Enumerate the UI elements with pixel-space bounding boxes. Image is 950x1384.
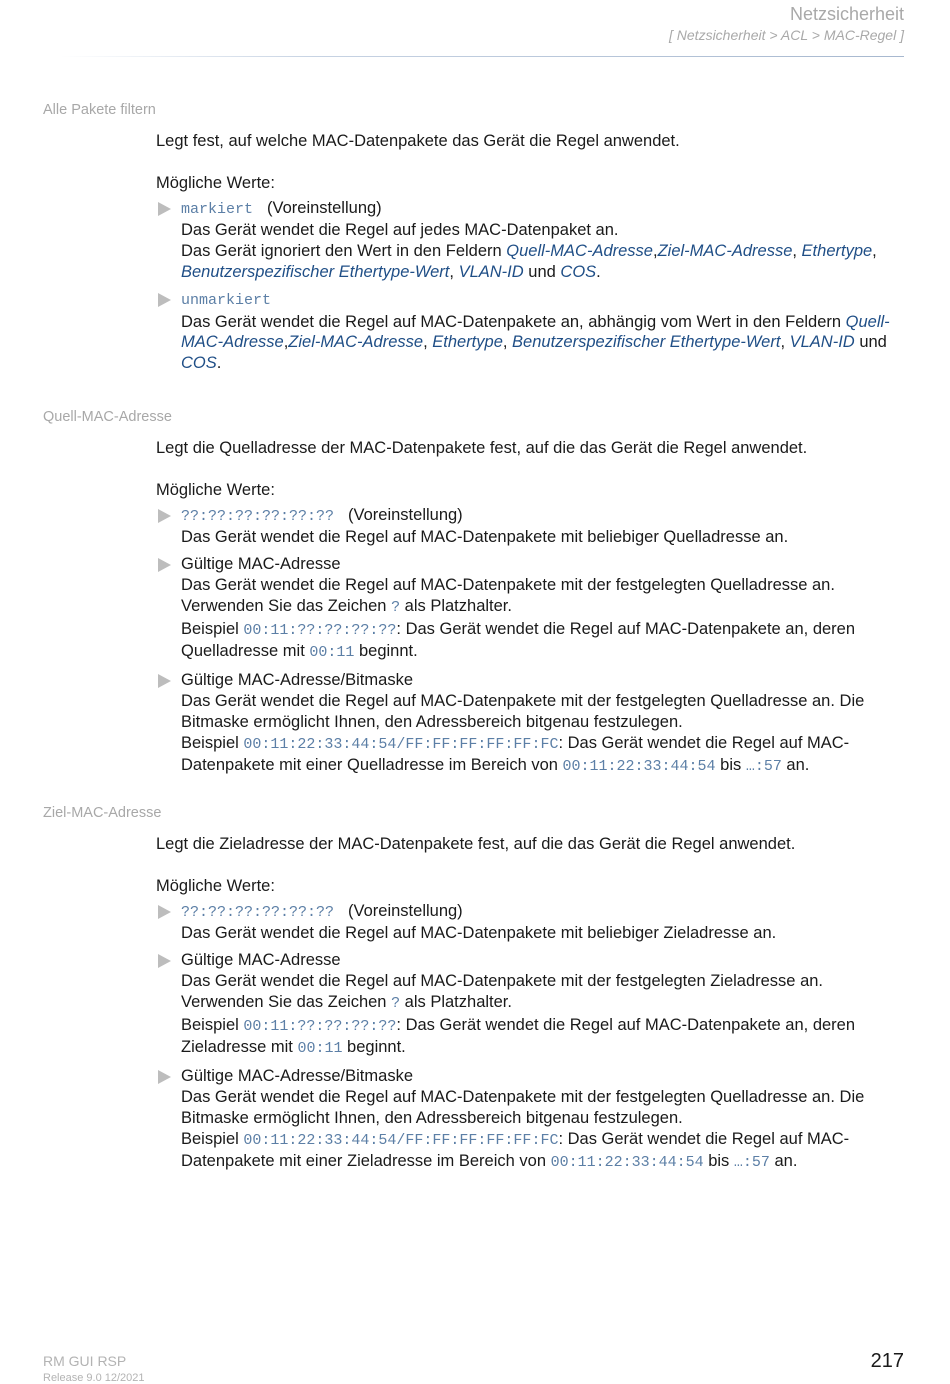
bullet-triangle-icon	[158, 558, 171, 572]
option-item	[156, 901, 906, 945]
example-label: Beispiel	[181, 619, 239, 638]
section-body	[156, 834, 906, 1174]
option-text: Das Gerät wendet die Regel auf MAC-Datenpakete an, abhängig vom Wert in den Feldern	[181, 312, 846, 331]
link-dst-mac[interactable]: Ziel-MAC-Adresse	[288, 333, 424, 352]
bullet-triangle-icon	[158, 674, 171, 688]
default-note: (Voreinstellung)	[348, 505, 463, 524]
footer-release: Release 9.0 12/2021	[43, 1372, 145, 1384]
option-value-code: ??:??:??:??:??:??	[181, 507, 335, 525]
link-src-mac[interactable]: Quell-MAC-Adresse	[506, 242, 653, 261]
section-description: Legt die Quelladresse der MAC-Datenpakete fest, auf die das Gerät die Regel anwendet.	[156, 439, 808, 457]
range-start-code: 00:11:22:33:44:54	[562, 758, 716, 776]
prefix-code: 00:11	[297, 1040, 343, 1058]
example-label: Beispiel	[181, 733, 239, 752]
option-title: Gültige MAC-Adresse/Bitmaske	[181, 671, 413, 690]
option-text: als Platzhalter.	[400, 596, 512, 615]
possible-values-heading: Mögliche Werte:	[156, 876, 275, 895]
option-value-code: unmarkiert	[181, 291, 272, 309]
option-text: beginnt.	[342, 1038, 406, 1057]
section-body	[156, 438, 906, 778]
bullet-triangle-icon	[158, 202, 171, 216]
chapter-title: Netzsicherheit	[789, 4, 904, 24]
example-label: Beispiel	[181, 1015, 239, 1034]
option-text: als Platzhalter.	[400, 992, 512, 1011]
range-end-code: …:57	[733, 1154, 770, 1172]
option-text: : Das Gerät wendet die Regel auf MAC-Datenpakete mit einer Quelladresse im Bereich von	[181, 733, 850, 775]
wildcard-code: ?	[391, 994, 401, 1012]
example-code: 00:11:??:??:??:??	[243, 621, 397, 639]
option-item	[156, 670, 906, 778]
option-text: Das Gerät wendet die Regel auf MAC-Datenpakete mit beliebiger Quelladresse an.	[181, 528, 789, 547]
option-item	[156, 950, 906, 1060]
section-label: Alle Pakete filtern	[43, 102, 156, 118]
default-note: (Voreinstellung)	[267, 198, 382, 217]
option-text: Das Gerät wendet die Regel auf MAC-Datenpakete mit der festgelegten Quelladresse an.	[181, 575, 835, 594]
option-text: Das Gerät wendet die Regel auf MAC-Datenpakete mit der festgelegten Quelladresse an. Die Bitmaske ermöglicht Ihnen, den Adressbereich bitgenau festzulegen.	[181, 1087, 865, 1127]
link-ethertype[interactable]: Ethertype	[801, 242, 873, 261]
prefix-code: 00:11	[309, 644, 355, 662]
option-value-code: ??:??:??:??:??:??	[181, 903, 335, 921]
bullet-triangle-icon	[158, 293, 171, 307]
link-src-mac[interactable]: Quell-MAC-Adresse	[181, 312, 890, 352]
option-title: Gültige MAC-Adresse	[181, 951, 341, 970]
page-number: 217	[870, 1350, 904, 1372]
example-code: 00:11:??:??:??:??	[243, 1017, 397, 1035]
breadcrumb: [ Netzsicherheit > ACL > MAC-Regel ]	[669, 27, 904, 43]
section-label: Quell-MAC-Adresse	[43, 409, 172, 425]
option-title: Gültige MAC-Adresse	[181, 555, 341, 574]
link-custom-ethertype[interactable]: Benutzerspezifischer Ethertype-Wert	[512, 333, 781, 352]
wildcard-code: ?	[391, 598, 401, 616]
example-code: 00:11:22:33:44:54/FF:FF:FF:FF:FF:FC	[243, 1131, 559, 1149]
option-text: Das Gerät wendet die Regel auf MAC-Datenpakete mit der festgelegten Zieladresse an.	[181, 971, 824, 990]
option-text: Das Gerät wendet die Regel auf jedes MAC-Datenpaket an.	[181, 221, 619, 240]
link-cos[interactable]: COS	[560, 262, 597, 281]
header-divider	[60, 56, 904, 57]
option-item	[156, 505, 906, 549]
bullet-triangle-icon	[158, 954, 171, 968]
option-title: Gültige MAC-Adresse/Bitmaske	[181, 1067, 413, 1086]
link-ethertype[interactable]: Ethertype	[432, 333, 503, 352]
option-text: Das Gerät wendet die Regel auf MAC-Datenpakete mit der festgelegten Quelladresse an. Die Bitmaske ermöglicht Ihnen, den Adressbereich bitgenau festzulegen.	[181, 691, 865, 731]
section-description: Legt die Zieladresse der MAC-Datenpakete fest, auf die das Gerät die Regel anwendet.	[156, 835, 796, 853]
conjunction: und	[528, 262, 556, 281]
section-body	[156, 131, 906, 374]
option-text: an.	[769, 1152, 798, 1171]
section-label: Ziel-MAC-Adresse	[43, 805, 162, 821]
option-item: unmarkiert Das Gerät wendet die Regel auf MAC-Datenpakete an, abhängig vom Wert in den Feldern Quell-MAC-Adresse,Ziel-MAC-Adresse, Ethertype, Benutzerspezifischer Ethertype-Wert, VLAN-ID und COS.	[156, 289, 906, 374]
link-vlan-id[interactable]: VLAN-ID	[789, 333, 855, 352]
link-vlan-id[interactable]: VLAN-ID	[458, 262, 524, 281]
bullet-triangle-icon	[158, 1070, 171, 1084]
option-text: : Das Gerät wendet die Regel auf MAC-Datenpakete mit einer Zieladresse im Bereich von	[181, 1129, 850, 1171]
possible-values-heading: Mögliche Werte:	[156, 480, 275, 499]
link-custom-ethertype[interactable]: Benutzerspezifischer Ethertype-Wert	[181, 262, 450, 281]
option-item: markiert (Voreinstellung) Das Gerät wendet die Regel auf jedes MAC-Datenpaket an. Das Gerät ignoriert den Wert in den Feldern Quell-MAC-Adresse,Ziel-MAC-Adresse, Ethertype, Benutzerspezifischer Ethertype-Wert, VLAN-ID und COS.	[156, 198, 906, 283]
default-note: (Voreinstellung)	[348, 901, 463, 920]
section-description: Legt fest, auf welche MAC-Datenpakete das Gerät die Regel anwendet.	[156, 132, 680, 150]
option-item	[156, 554, 906, 664]
footer-document-name: RM GUI RSP	[43, 1353, 127, 1369]
option-text: bis	[715, 756, 746, 775]
option-text: an.	[781, 756, 810, 775]
option-text: : Das Gerät wendet die Regel auf MAC-Datenpakete an, deren Quelladresse mit	[181, 619, 856, 661]
possible-values-heading: Mögliche Werte:	[156, 173, 275, 192]
option-text: Das Gerät wendet die Regel auf MAC-Datenpakete mit beliebiger Zieladresse an.	[181, 924, 777, 943]
conjunction: und	[859, 333, 887, 352]
range-start-code: 00:11:22:33:44:54	[550, 1154, 704, 1172]
option-text: Verwenden Sie das Zeichen	[181, 992, 392, 1011]
option-item	[156, 1066, 906, 1174]
link-cos[interactable]: COS	[181, 354, 217, 373]
option-text: beginnt.	[354, 642, 418, 661]
example-label: Beispiel	[181, 1129, 239, 1148]
option-text: Verwenden Sie das Zeichen	[181, 596, 392, 615]
option-text: : Das Gerät wendet die Regel auf MAC-Datenpakete an, deren Zieladresse mit	[181, 1015, 856, 1057]
link-dst-mac[interactable]: Ziel-MAC-Adresse	[657, 242, 793, 261]
bullet-triangle-icon	[158, 509, 171, 523]
option-value-code: markiert	[181, 200, 254, 218]
option-text: Das Gerät ignoriert den Wert in den Feldern	[181, 242, 507, 261]
range-end-code: …:57	[745, 758, 782, 776]
example-code: 00:11:22:33:44:54/FF:FF:FF:FF:FF:FC	[243, 735, 559, 753]
bullet-triangle-icon	[158, 905, 171, 919]
option-text: bis	[703, 1152, 734, 1171]
